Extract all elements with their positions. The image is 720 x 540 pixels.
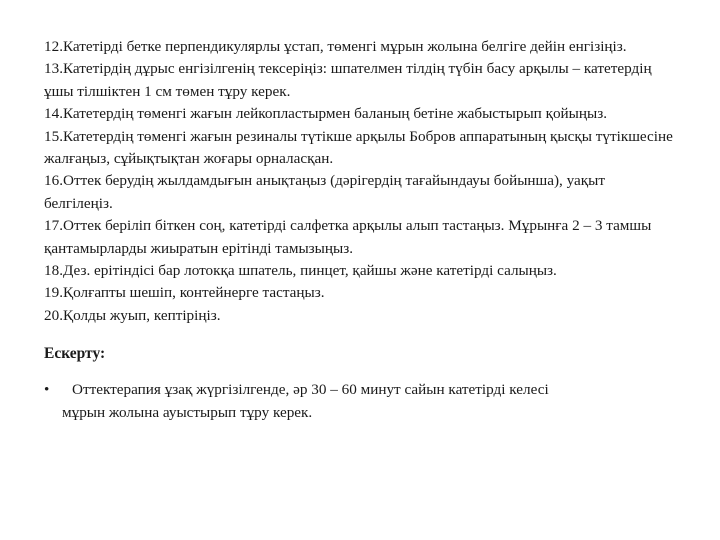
procedure-step-15: 15.Катетердің төменгі жағын резиналы түтікше арқылы Бобров аппаратының қысқы түтікшесіне жалғаңыз, сұйықтықтан жоғары орналасқан. (44, 127, 673, 168)
procedure-step-19: 19.Қолғапты шешіп, контейнерге тастаңыз. (44, 284, 325, 302)
note-section (44, 343, 676, 424)
procedure-step-16: 16.Оттек берудің жылдамдығын анықтаңыз (дәрігердің тағайындауы бойынша), уақыт белгілеңіз. (44, 172, 605, 212)
document-page (44, 36, 676, 424)
procedure-step-12: 12.Катетірді бетке перпендикулярлы ұстап, төменгі мұрын жолына белгіге дейін енгізіңіз. (44, 38, 627, 55)
procedure-step-13: 13.Катетірдің дұрыс енгізілгенің тексеріңіз: шпателмен тілдің түбін басу арқылы – катетердің ұшы тілшіктен 1 см төмен тұру керек. (44, 60, 652, 100)
note-text-line-1: Оттектерапия ұзақ жүргізілгенде, әр 30 – 60 минут сайын катетірді келесі (72, 381, 549, 399)
procedure-step-17: 17.Оттек беріліп біткен соң, катетірді салфетка арқылы алып тастаңыз. Мұрынға 2 – 3 тамшы қантамырларды жиыратын ерітінді тамызыңыз. (44, 217, 652, 257)
procedure-step-18: 18.Дез. ерітіндісі бар лотокқа шпатель, пинцет, қайшы және катетірді салыңыз. (44, 262, 557, 280)
procedure-step-20: 20.Қолды жуып, кептіріңіз. (44, 306, 221, 324)
note-heading: Ескерту: (44, 345, 106, 363)
note-text-line-2: мұрын жолына ауыстырып тұру керек. (62, 403, 313, 421)
procedure-step-14: 14.Катетердің төменгі жағын лейкопластырмен баланың бетіне жабыстырып қойыңыз. (44, 105, 608, 123)
bullet-icon: • (44, 381, 50, 399)
note-bullet-item (44, 379, 676, 424)
procedure-steps-list (44, 36, 676, 327)
